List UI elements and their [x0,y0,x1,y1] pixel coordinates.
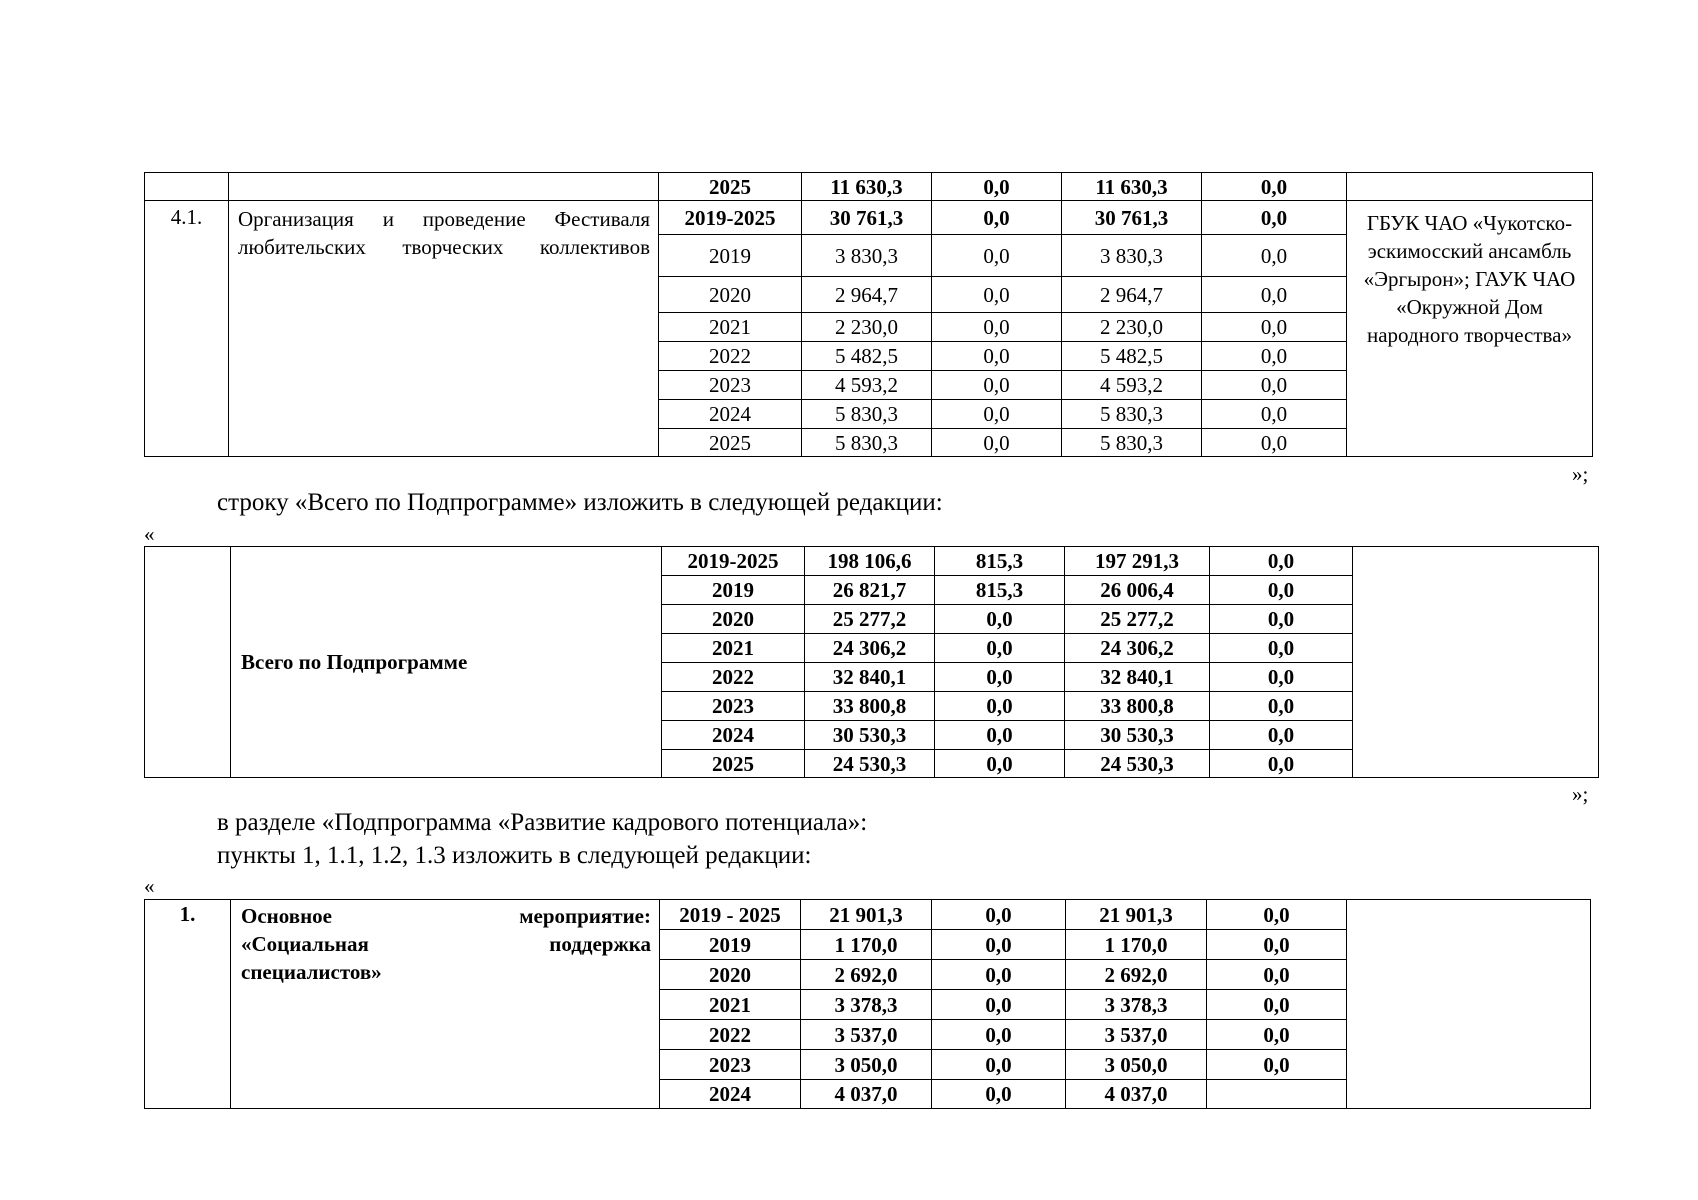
closing-quote-mark: »; [1572,462,1589,486]
year-cell: 2023 [659,371,802,400]
year-cell: 2020 [662,605,805,634]
regional-cell: 2 692,0 [1066,960,1207,990]
local-cell: 0,0 [1210,547,1353,576]
year-cell: 2019 - 2025 [660,900,801,930]
regional-cell: 21 901,3 [1066,900,1207,930]
total-cell: 3 537,0 [801,1020,932,1050]
local-cell: 0,0 [1210,750,1353,778]
opening-quote-mark: « [144,874,155,898]
total-cell: 5 830,3 [802,400,932,429]
total-cell: 3 830,3 [802,235,932,277]
federal-cell: 0,0 [932,277,1062,313]
total-cell: 32 840,1 [805,663,935,692]
total-cell: 33 800,8 [805,692,935,721]
total-cell: 2 964,7 [802,277,932,313]
local-cell: 0,0 [1207,960,1347,990]
local-cell: 0,0 [1207,930,1347,960]
federal-cell: 0,0 [935,605,1065,634]
local-cell: 0,0 [1202,173,1347,201]
federal-cell: 0,0 [935,663,1065,692]
federal-cell: 0,0 [932,173,1062,201]
regional-cell: 3 830,3 [1062,235,1202,277]
local-cell: 0,0 [1202,235,1347,277]
opening-quote-mark: « [144,522,155,546]
regional-cell: 25 277,2 [1065,605,1210,634]
year-cell: 2025 [662,750,805,778]
total-cell: 21 901,3 [801,900,932,930]
local-cell: 0,0 [1202,400,1347,429]
regional-cell: 2 964,7 [1062,277,1202,313]
federal-cell: 0,0 [932,342,1062,371]
regional-cell: 24 306,2 [1065,634,1210,663]
total-label: Всего по Подпрограмме [231,547,662,778]
total-cell: 5 830,3 [802,429,932,457]
table-row [145,173,1593,201]
federal-cell: 0,0 [932,990,1066,1020]
year-cell: 2022 [659,342,802,371]
federal-cell: 815,3 [935,576,1065,605]
total-cell: 26 821,7 [805,576,935,605]
regional-cell: 24 530,3 [1065,750,1210,778]
regional-cell: 2 230,0 [1062,313,1202,342]
federal-cell: 0,0 [932,900,1066,930]
paragraph-text: в разделе «Подпрограмма «Развитие кадрового потенциала»: [217,809,868,836]
total-cell: 25 277,2 [805,605,935,634]
local-cell: 0,0 [1202,342,1347,371]
federal-cell: 0,0 [932,313,1062,342]
table-row [145,201,1593,235]
regional-cell: 30 761,3 [1062,201,1202,235]
total-cell: 2 692,0 [801,960,932,990]
total-cell: 198 106,6 [805,547,935,576]
local-cell: 0,0 [1210,605,1353,634]
closing-quote-mark: »; [1572,782,1589,806]
total-cell: 2 230,0 [802,313,932,342]
year-cell: 2024 [659,400,802,429]
regional-cell: 4 593,2 [1062,371,1202,400]
total-cell: 11 630,3 [802,173,932,201]
local-cell: 0,0 [1210,634,1353,663]
total-cell: 1 170,0 [801,930,932,960]
year-cell: 2020 [659,277,802,313]
table-festival [144,172,1593,457]
year-cell: 2024 [660,1080,801,1109]
table-subprogram-total [144,546,1599,778]
year-cell: 2019 [659,235,802,277]
item-number: 4.1. [145,201,229,457]
year-cell: 2019 [662,576,805,605]
local-cell: 0,0 [1202,277,1347,313]
federal-cell: 815,3 [935,547,1065,576]
federal-cell: 0,0 [932,235,1062,277]
item-name: Организация и проведение Фестиваля любительских творческих коллективов [229,201,659,457]
year-cell: 2025 [659,173,802,201]
year-cell: 2021 [659,313,802,342]
federal-cell: 0,0 [935,634,1065,663]
regional-cell: 4 037,0 [1066,1080,1207,1109]
total-cell: 24 306,2 [805,634,935,663]
local-cell: 0,0 [1210,663,1353,692]
regional-cell: 3 050,0 [1066,1050,1207,1080]
total-cell: 24 530,3 [805,750,935,778]
federal-cell: 0,0 [932,201,1062,235]
federal-cell: 0,0 [932,1050,1066,1080]
regional-cell: 30 530,3 [1065,721,1210,750]
regional-cell: 5 482,5 [1062,342,1202,371]
federal-cell: 0,0 [932,400,1062,429]
regional-cell: 26 006,4 [1065,576,1210,605]
regional-cell: 5 830,3 [1062,429,1202,457]
year-cell: 2019 [660,930,801,960]
year-cell: 2019-2025 [662,547,805,576]
total-cell: 4 593,2 [802,371,932,400]
federal-cell: 0,0 [932,371,1062,400]
year-cell: 2022 [660,1020,801,1050]
local-cell: 0,0 [1202,313,1347,342]
total-cell: 30 761,3 [802,201,932,235]
year-cell: 2022 [662,663,805,692]
total-cell: 30 530,3 [805,721,935,750]
item-number: 1. [145,900,231,1109]
item-name: Основное мероприятие: «Социальная поддержка специалистов» [231,900,660,1109]
local-cell: 0,0 [1202,429,1347,457]
table-row [145,900,1591,930]
federal-cell: 0,0 [932,960,1066,990]
federal-cell: 0,0 [932,930,1066,960]
federal-cell: 0,0 [935,750,1065,778]
local-cell: 0,0 [1202,201,1347,235]
local-cell: 0,0 [1210,692,1353,721]
total-cell: 3 050,0 [801,1050,932,1080]
table-social-support [144,899,1591,1109]
regional-cell: 32 840,1 [1065,663,1210,692]
federal-cell: 0,0 [935,721,1065,750]
local-cell: 0,0 [1207,990,1347,1020]
federal-cell: 0,0 [932,429,1062,457]
year-cell: 2025 [659,429,802,457]
year-cell: 2020 [660,960,801,990]
federal-cell: 0,0 [935,692,1065,721]
regional-cell: 3 537,0 [1066,1020,1207,1050]
executor-cell: ГБУК ЧАО «Чукотско-эскимосский ансамбль «Эргырон»; ГАУК ЧАО «Окружной Дом народного творчества» [1347,201,1593,457]
total-cell: 3 378,3 [801,990,932,1020]
regional-cell: 3 378,3 [1066,990,1207,1020]
year-cell: 2021 [662,634,805,663]
regional-cell: 197 291,3 [1065,547,1210,576]
regional-cell: 1 170,0 [1066,930,1207,960]
regional-cell: 33 800,8 [1065,692,1210,721]
local-cell: 0,0 [1207,1020,1347,1050]
total-cell: 4 037,0 [801,1080,932,1109]
local-cell: 0,0 [1207,1050,1347,1080]
regional-cell: 5 830,3 [1062,400,1202,429]
local-cell: 0,0 [1210,721,1353,750]
federal-cell: 0,0 [932,1080,1066,1109]
paragraph-text: пункты 1, 1.1, 1.2, 1.3 изложить в следующей редакции: [217,842,812,869]
year-cell: 2021 [660,990,801,1020]
local-cell [1207,1080,1347,1109]
year-cell: 2024 [662,721,805,750]
local-cell: 0,0 [1202,371,1347,400]
regional-cell: 11 630,3 [1062,173,1202,201]
year-cell: 2019-2025 [659,201,802,235]
federal-cell: 0,0 [932,1020,1066,1050]
year-cell: 2023 [662,692,805,721]
local-cell: 0,0 [1210,576,1353,605]
total-cell: 5 482,5 [802,342,932,371]
table-row [145,547,1599,576]
year-cell: 2023 [660,1050,801,1080]
paragraph-text: строку «Всего по Подпрограмме» изложить в следующей редакции: [217,489,943,516]
local-cell: 0,0 [1207,900,1347,930]
